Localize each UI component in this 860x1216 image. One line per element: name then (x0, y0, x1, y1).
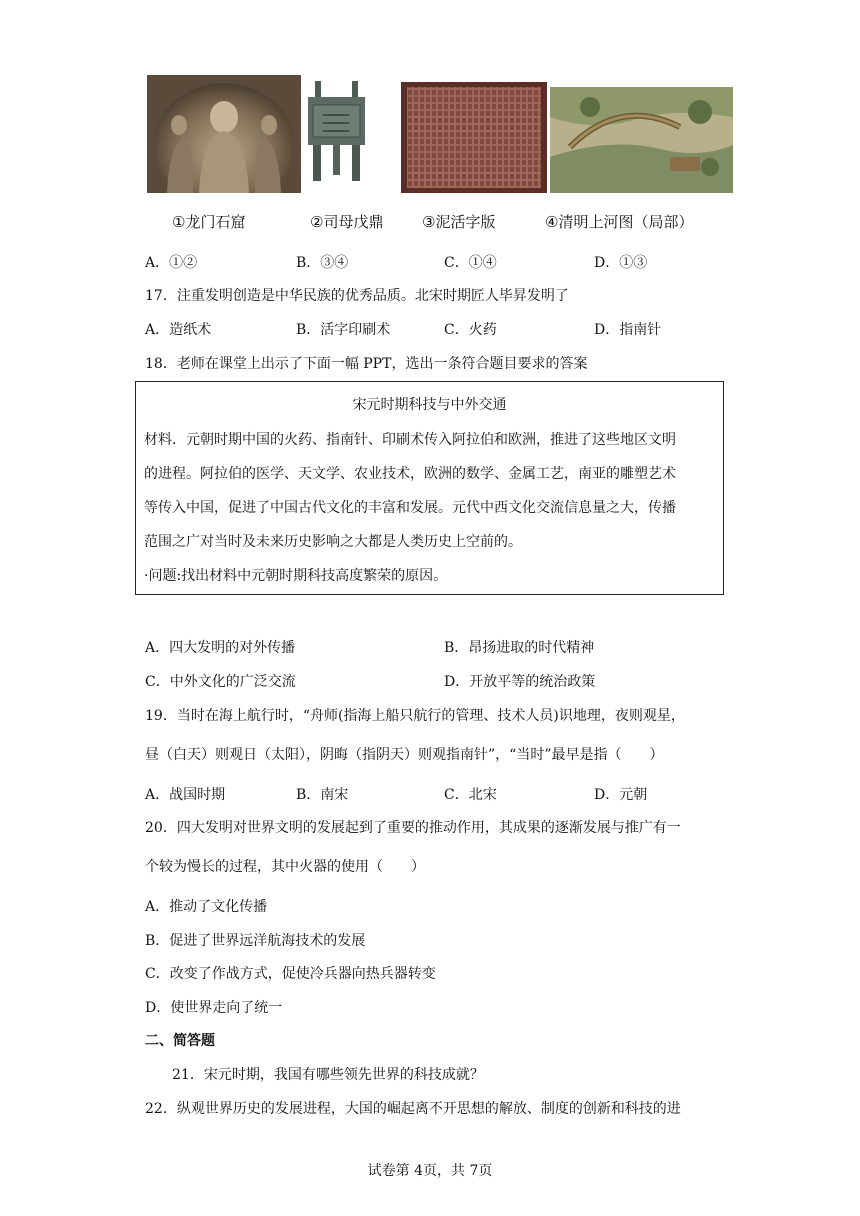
q20-option-d: D．使世界走向了统一 (145, 1000, 283, 1016)
q19-option-c: C．北宋 (444, 787, 497, 803)
q17-stem: 17．注重发明创造是中华民族的优秀品质。北宋时期匠人毕昇发明了 (145, 288, 569, 304)
q18-stem: 18．老师在课堂上出示了下面一幅 PPT，选出一条符合题目要求的答案 (145, 356, 588, 372)
q19-option-d: D．元朝 (594, 787, 648, 803)
material-line: 材料．元朝时期中国的火药、指南针、印刷术传入阿拉伯和欧洲，推进了这些地区文明 (144, 432, 676, 448)
material-box-title: 宋元时期科技与中外交通 (352, 397, 507, 413)
q17-option-a: A．造纸术 (145, 322, 212, 338)
q17-option-b: B．活字印刷术 (296, 322, 391, 338)
q17-option-d: D．指南针 (594, 322, 662, 338)
material-line: 等传入中国，促进了中国古代文化的丰富和发展。元代中西文化交流信息量之大，传播 (144, 500, 676, 516)
q18-option-a: A．四大发明的对外传播 (145, 640, 296, 656)
q18-option-d: D．开放平等的统治政策 (444, 674, 596, 690)
q20-option-b: B．促进了世界远洋航海技术的发展 (145, 933, 366, 949)
material-line: 的进程。阿拉伯的医学、天文学、农业技术，欧洲的数学、金属工艺，南亚的雕塑艺术 (144, 466, 676, 482)
q20-option-a: A．推动了文化传播 (145, 899, 268, 915)
page-footer: 试卷第 4页，共 7页 (367, 1163, 493, 1179)
q18-option-c: C．中外文化的广泛交流 (145, 674, 296, 690)
clay-movable-type-image (401, 82, 547, 193)
q20-stem-line-1: 20．四大发明对世界文明的发展起到了重要的推动作用，其成果的逐渐发展与推广有一 (145, 820, 681, 836)
q20-stem-line-2: 个较为慢长的过程，其中火器的使用（ ） (145, 859, 425, 875)
q16-option-d: D．①③ (594, 255, 648, 271)
material-box (135, 381, 724, 595)
q19-stem-line-2: 昼（白天）则观日（太阳），阴晦（指阴天）则观指南针”，“当时”最早是指（ ） (145, 747, 664, 763)
simuwu-ding-image (305, 77, 368, 184)
q20-option-c: C．改变了作战方式，促使冷兵器向热兵器转变 (145, 966, 436, 982)
image-caption-4: ④清明上河图（局部） (545, 213, 694, 231)
q19-option-a: A．战国时期 (145, 787, 226, 803)
section-heading: 二、简答题 (145, 1033, 215, 1049)
image-caption-3: ③泥活字版 (422, 213, 496, 231)
q18-option-b: B．昂扬进取的时代精神 (444, 640, 595, 656)
q16-option-b: B．③④ (296, 255, 349, 271)
material-line: 范围之广对当时及未来历史影响之大都是人类历史上空前的。 (144, 534, 522, 550)
q22-stem: 22．纵观世界历史的发展进程，大国的崛起离不开思想的解放、制度的创新和科技的进 (145, 1101, 681, 1117)
q16-option-a: A．①② (145, 255, 198, 271)
q17-option-c: C．火药 (444, 322, 497, 338)
q16-option-c: C．①④ (444, 255, 497, 271)
longmen-grottoes-image (147, 75, 301, 193)
q21-stem: 21．宋元时期，我国有哪些领先世界的科技成就？ (172, 1067, 484, 1083)
q19-option-b: B．南宋 (296, 787, 349, 803)
qingming-scroll-image (550, 87, 733, 193)
material-question: ·问题:找出材料中元朝时期科技高度繁荣的原因。 (144, 568, 448, 584)
image-caption-1: ①龙门石窟 (172, 213, 246, 231)
q19-stem-line-1: 19．当时在海上航行时，“舟师(指海上船只航行的管理、技术人员)识地理，夜则观星， (145, 708, 685, 724)
image-caption-2: ②司母戊鼎 (310, 213, 384, 231)
